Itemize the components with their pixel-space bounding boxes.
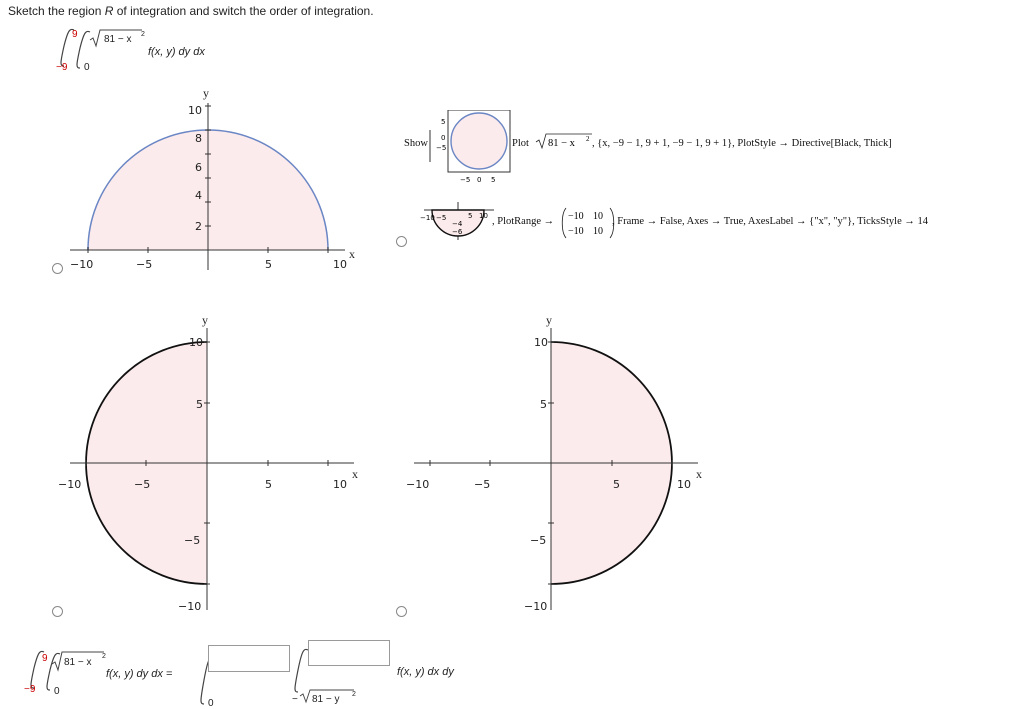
y-tick: 10 xyxy=(189,336,203,349)
svg-text:81 − x: 81 − x xyxy=(64,657,92,668)
x-tick: −5 xyxy=(474,478,491,491)
x-tick: 10 xyxy=(333,258,347,271)
svg-text:−5: −5 xyxy=(436,214,447,222)
svg-text:0: 0 xyxy=(477,176,482,182)
option-a-graph xyxy=(60,85,360,280)
outer-lower-limit: −9 xyxy=(56,62,68,73)
integrand: f(x, y) dy dx xyxy=(148,46,205,58)
svg-text:2: 2 xyxy=(102,653,106,660)
svg-text:−4: −4 xyxy=(452,220,463,228)
y-tick: 5 xyxy=(196,398,203,411)
svg-text:81 − y: 81 − y xyxy=(312,694,340,705)
answer-lhs-integral xyxy=(20,642,220,704)
svg-text:−: − xyxy=(292,694,298,705)
x-axis-label: x xyxy=(696,467,702,481)
option-code xyxy=(400,108,1020,258)
svg-text:−5: −5 xyxy=(460,176,471,182)
svg-text:81 − x: 81 − x xyxy=(548,138,575,149)
y-tick: 4 xyxy=(195,189,202,202)
plot-args: , {x, −9 − 1, 9 + 1, −9 − 1, 9 + 1}, PlotStyle → Directive[Black, Thick] xyxy=(592,138,892,149)
svg-text:9: 9 xyxy=(42,653,48,664)
y-axis-label: y xyxy=(202,313,208,327)
x-tick: 5 xyxy=(265,258,272,271)
svg-text:2: 2 xyxy=(586,135,590,143)
plotrange-label: , PlotRange → xyxy=(492,216,555,227)
x-axis-label: x xyxy=(352,467,358,481)
inset-semicircle-plot xyxy=(418,200,498,250)
x-tick: −10 xyxy=(70,258,94,271)
inner-upper-limit-input[interactable] xyxy=(308,640,390,666)
svg-text:−10: −10 xyxy=(568,226,584,237)
svg-text:−5: −5 xyxy=(436,144,447,152)
given-integral xyxy=(50,26,250,74)
x-tick: −10 xyxy=(58,478,82,491)
y-tick: −5 xyxy=(184,534,201,547)
svg-text:10: 10 xyxy=(593,226,603,237)
svg-text:−9: −9 xyxy=(24,684,36,695)
outer-upper-limit-input[interactable] xyxy=(208,645,290,672)
x-tick: 5 xyxy=(265,478,272,491)
svg-text:0: 0 xyxy=(208,698,214,708)
svg-text:0: 0 xyxy=(54,686,60,697)
x-tick: −10 xyxy=(406,478,430,491)
svg-text:−10: −10 xyxy=(420,214,435,222)
y-axis-label: y xyxy=(546,313,552,327)
inner-lower-limit: 0 xyxy=(84,62,90,73)
option-code-radio[interactable] xyxy=(396,236,407,247)
x-tick: 10 xyxy=(677,478,691,491)
plot-function: Plot xyxy=(512,138,529,149)
y-tick: −5 xyxy=(530,534,547,547)
option-c-graph xyxy=(400,310,710,620)
y-tick: 10 xyxy=(188,104,202,117)
svg-text:10: 10 xyxy=(593,211,603,222)
x-tick: −5 xyxy=(136,258,153,271)
svg-text:5: 5 xyxy=(468,212,473,220)
answer-rhs-integrand: f(x, y) dx dy xyxy=(397,666,454,678)
x-tick: 5 xyxy=(613,478,620,491)
x-tick: 10 xyxy=(333,478,347,491)
plotrange-matrix xyxy=(560,206,616,240)
svg-text:5: 5 xyxy=(491,176,496,182)
inset-circle-plot xyxy=(426,110,516,182)
y-tick: −10 xyxy=(178,600,202,613)
y-tick: 10 xyxy=(534,336,548,349)
svg-text:−6: −6 xyxy=(452,228,463,236)
x-axis-label: x xyxy=(349,247,355,261)
svg-text:2: 2 xyxy=(352,691,356,698)
x-tick: −5 xyxy=(134,478,151,491)
svg-text:f(x, y) dy dx =: f(x, y) dy dx = xyxy=(106,668,173,680)
y-tick: 6 xyxy=(195,161,202,174)
radicand-exponent: 2 xyxy=(141,31,145,38)
option-b-graph xyxy=(56,310,366,620)
svg-text:5: 5 xyxy=(441,118,446,126)
frame-settings: , Frame → False, Axes → True, AxesLabel → {"x", "y"}, TicksStyle → 14 xyxy=(612,216,928,227)
y-axis-label: y xyxy=(203,86,209,100)
svg-text:10: 10 xyxy=(479,212,488,220)
radicand: 81 − x xyxy=(104,34,132,45)
svg-text:0: 0 xyxy=(441,134,446,142)
svg-text:−10: −10 xyxy=(568,211,584,222)
question-prompt: Sketch the region R of integration and switch the order of integration. xyxy=(8,4,374,18)
y-tick: 2 xyxy=(195,220,202,233)
show-function: Show xyxy=(404,138,428,149)
y-tick: 5 xyxy=(540,398,547,411)
y-tick: 8 xyxy=(195,132,202,145)
y-tick: −10 xyxy=(524,600,548,613)
outer-upper-limit: 9 xyxy=(72,29,78,40)
